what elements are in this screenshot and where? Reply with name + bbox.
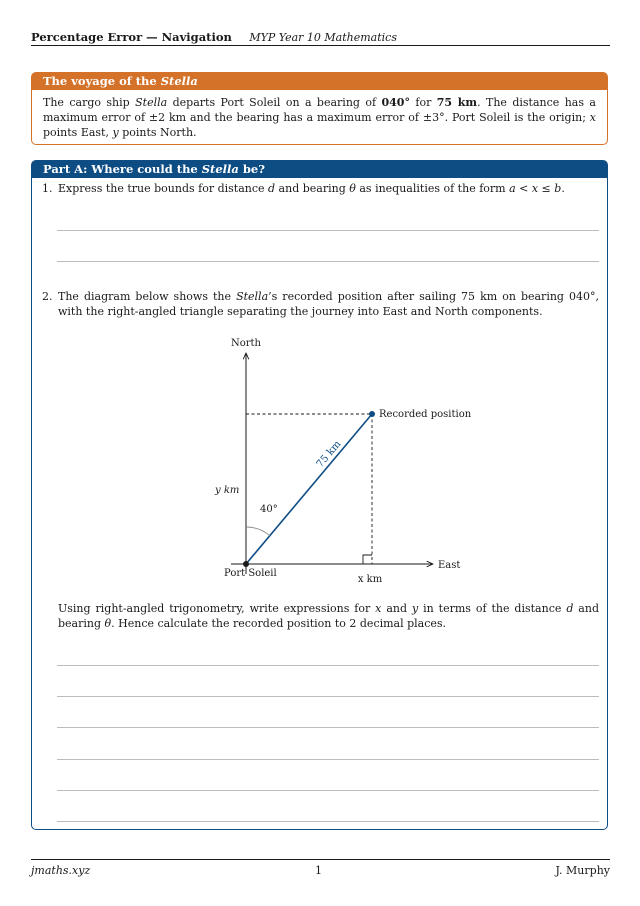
course-name: MYP Year 10 Mathematics xyxy=(249,31,397,44)
origin-label: Port Soleil xyxy=(224,568,277,579)
north-label: North xyxy=(230,338,262,349)
angle-label: 40° xyxy=(260,504,278,515)
recorded-position-point xyxy=(369,411,375,417)
answer-line[interactable] xyxy=(57,727,599,728)
intro-title: The voyage of the Stella xyxy=(32,73,607,90)
intro-text: The cargo ship Stella departs Port Soleil on a bearing of 040° for 75 km. The distance has a maximum error of ±2 km and the bearing has a maximum error of ±3°. Port Soleil is the origin; x points East, y points North. xyxy=(43,96,596,139)
worksheet-title: Percentage Error — Navigation xyxy=(31,30,232,44)
page-number: 1 xyxy=(315,864,322,877)
question-text: Express the true bounds for distance d and bearing θ as inequalities of the form a < x ≤ b. xyxy=(58,182,565,195)
bearing-angle-arc xyxy=(246,527,270,536)
answer-line[interactable] xyxy=(57,665,599,666)
footer-site: jmaths.xyz xyxy=(31,864,91,877)
answer-line[interactable] xyxy=(57,261,599,262)
question-number: 1. xyxy=(42,182,53,195)
y-component-label: y km xyxy=(215,485,240,496)
distance-label: 75 km xyxy=(314,438,344,470)
right-angle-marker xyxy=(363,555,372,564)
footer-author: J. Murphy xyxy=(555,864,610,877)
page-footer xyxy=(31,859,610,877)
answer-line[interactable] xyxy=(57,230,599,231)
question-text: The diagram below shows the Stella’s recorded position after sailing 75 km on bearing 040°, with the right-angled triangle separating the journey into East and North components. xyxy=(58,290,599,318)
answer-line[interactable] xyxy=(57,759,599,760)
question-2-instruction: Using right-angled trigonometry, write expressions for x and y in terms of the distance d and bearing θ. Hence calculate the recorded position to 2 decimal places. xyxy=(58,602,599,630)
x-component-label: x km xyxy=(357,574,383,585)
answer-line[interactable] xyxy=(57,790,599,791)
ship-path xyxy=(246,414,372,564)
part-a-box xyxy=(31,160,608,830)
page-header xyxy=(31,30,610,46)
question-number: 2. xyxy=(42,290,53,303)
answer-line[interactable] xyxy=(57,821,599,822)
origin-point xyxy=(243,561,249,567)
intro-box xyxy=(31,72,608,145)
bearing-diagram xyxy=(187,336,507,586)
question-2 xyxy=(42,289,599,319)
recorded-position-label: Recorded position xyxy=(379,409,472,420)
answer-line[interactable] xyxy=(57,696,599,697)
east-label: East xyxy=(438,560,461,571)
part-a-title: Part A: Where could the Stella be? xyxy=(32,161,607,178)
question-1 xyxy=(42,181,599,196)
